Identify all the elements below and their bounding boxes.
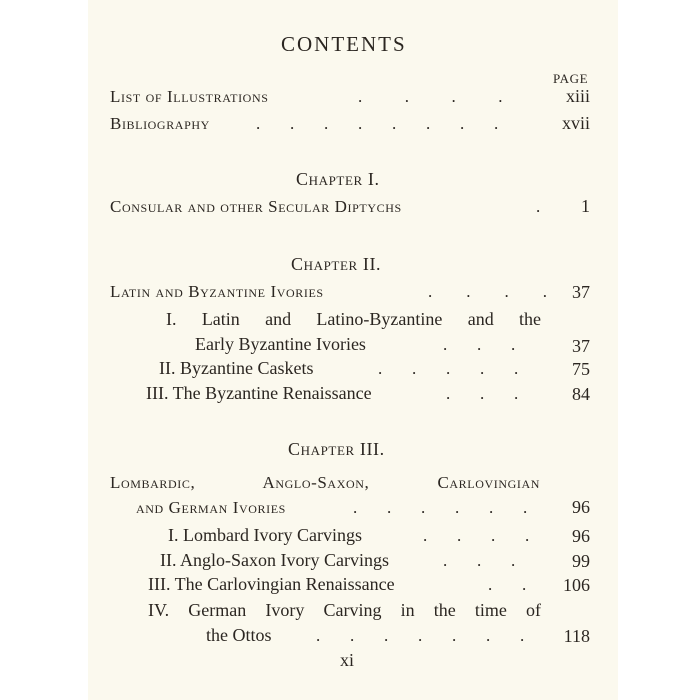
chapter-heading: Chapter II. bbox=[291, 254, 382, 274]
toc-page-number: 1 bbox=[581, 196, 590, 216]
contents-title: CONTENTS bbox=[281, 32, 407, 56]
toc-page-number: 106 bbox=[563, 575, 590, 595]
toc-entry-label: Latin and Byzantine Ivories bbox=[110, 282, 324, 301]
leader-dots: . . . bbox=[446, 384, 519, 403]
toc-page-number: 84 bbox=[572, 384, 590, 404]
leader-dots: . . . bbox=[443, 335, 516, 354]
leader-dots: . . . bbox=[443, 551, 516, 570]
toc-page-number: xiii bbox=[565, 86, 590, 106]
toc-page-number: 96 bbox=[572, 497, 590, 517]
leader-dots: . . . . bbox=[428, 282, 547, 301]
toc-section-label: II. Byzantine Caskets bbox=[159, 358, 314, 378]
leader-dots: . . . . . . bbox=[353, 498, 528, 517]
toc-page-number: xvii bbox=[561, 113, 590, 133]
toc-page-number: 96 bbox=[572, 526, 590, 546]
toc-entry-label: Consular and other Secular Diptychs bbox=[110, 197, 402, 216]
toc-section-label-continued: Early Byzantine Ivories bbox=[195, 334, 366, 354]
leader-dots: . . . . . . . bbox=[316, 626, 525, 645]
toc-entry-label: Lombardic, Anglo-Saxon, Carlovingian bbox=[110, 473, 540, 492]
chapter-heading: Chapter III. bbox=[288, 439, 385, 459]
toc-page-number: 37 bbox=[572, 282, 590, 302]
toc-section-label-continued: the Ottos bbox=[206, 625, 272, 645]
folio-page-number: xi bbox=[340, 650, 355, 670]
toc-page-number: 99 bbox=[572, 551, 590, 571]
toc-page-number: 118 bbox=[563, 626, 590, 646]
leader-dots: . . . . bbox=[423, 526, 530, 545]
toc-entry-label: Bibliography bbox=[110, 114, 210, 133]
leader-dots: . . . . . bbox=[378, 359, 519, 378]
toc-entry-label: List of Illustrations bbox=[110, 87, 269, 106]
leader-dots: . . . . . . . . bbox=[256, 114, 499, 133]
toc-page-number: 37 bbox=[572, 336, 590, 356]
chapter-heading: Chapter I. bbox=[296, 169, 380, 189]
toc-entry-label-continued: and German Ivories bbox=[136, 498, 286, 517]
toc-section-label: IV. German Ivory Carving in the time of bbox=[148, 600, 541, 620]
toc-section-label: I. Latin and Latino-Byzantine and the bbox=[166, 309, 541, 329]
toc-section-label: I. Lombard Ivory Carvings bbox=[168, 525, 362, 545]
page-column-header: PAGE bbox=[553, 71, 589, 86]
toc-section-label: III. The Byzantine Renaissance bbox=[146, 383, 372, 403]
toc-section-label: II. Anglo-Saxon Ivory Carvings bbox=[160, 550, 389, 570]
toc-section-label: III. The Carlovingian Renaissance bbox=[148, 574, 395, 594]
leader-dots: . bbox=[536, 197, 541, 216]
leader-dots: . . . . bbox=[358, 87, 503, 106]
leader-dots: . . bbox=[488, 575, 527, 594]
toc-page-number: 75 bbox=[572, 359, 590, 379]
book-page bbox=[88, 0, 618, 700]
